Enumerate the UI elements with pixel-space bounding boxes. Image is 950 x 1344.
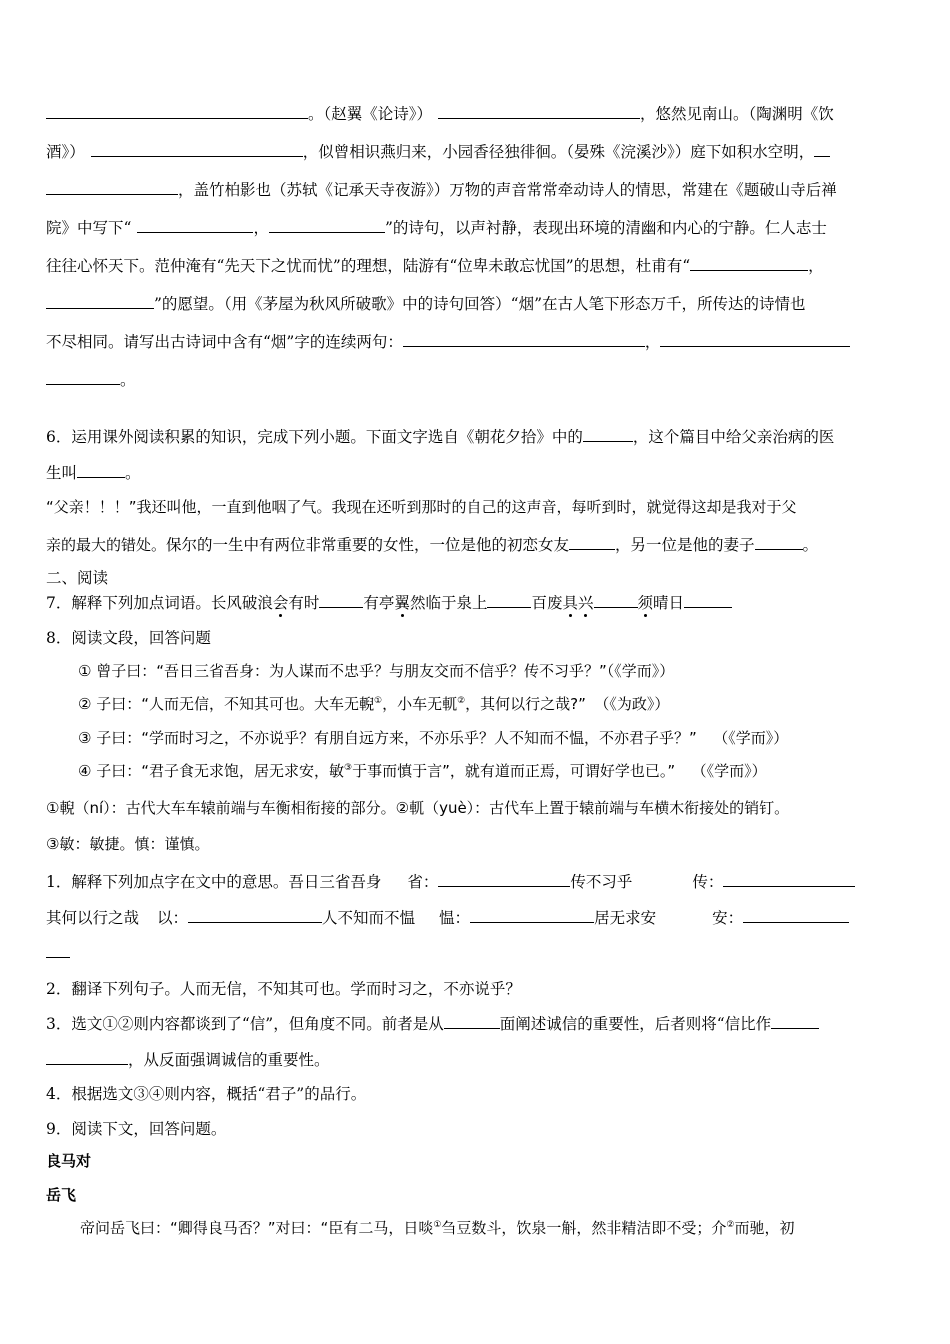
passage-author: 岳飞 — [46, 1186, 77, 1204]
q6-line-4: 亲的最大的错处。保尔的一生中有两位非常重要的女性，一位是他的初恋女友 ，另一位是他的妻子 。 — [46, 536, 819, 554]
q6-quote: “父亲！！！”我还叫他，一直到他咽了气。我现在还听到那时的自己的这声音，每听到时，就觉得这却是我对于父 — [46, 498, 797, 516]
q5-line-1: 。（赵翼《论诗》） ，悠然见南山。（陶渊明《饮 — [46, 102, 834, 124]
answer-blank[interactable] — [46, 180, 178, 195]
q6-line-1: 6．运用课外阅读积累的知识，完成下列小题。下面文字选自《朝花夕拾》中的 ，这个篇目中给父亲治病的医 — [46, 428, 835, 446]
answer-blank[interactable] — [723, 872, 855, 887]
answer-blank[interactable] — [46, 1050, 128, 1065]
answer-blank[interactable] — [814, 142, 830, 157]
q5-line-6: ”的愿望。（用《茅屋为秋风所破歌》中的诗句回答）“烟”在古人笔下形态万千，所传达的诗情也 — [46, 292, 806, 314]
dotted-word: 具 — [562, 594, 578, 612]
passage-heading: 良马对 — [46, 1152, 92, 1170]
answer-blank[interactable] — [690, 256, 808, 271]
q8-passage-4: ④ 子曰：“君子食无求饱，居无求安，敏③于事而慎于言”，就有道而正焉，可谓好学也已。” （《学而》） — [78, 762, 767, 780]
q8-part-3-line-1: 3．选文①②则内容都谈到了“信”，但角度不同。前者是从 面阐述诚信的重要性，后者则将“信比作 — [46, 1012, 819, 1034]
answer-blank[interactable] — [46, 943, 70, 958]
q5-line-3: ，盖竹柏影也（苏轼《记承天寺夜游》）万物的声音常常牵动诗人的情思，常建在《题破山寺后禅 — [46, 178, 837, 200]
q9-title: 9．阅读下文，回答问题。 — [46, 1120, 227, 1138]
answer-blank[interactable] — [755, 535, 803, 550]
section-heading: 二、阅读 — [46, 569, 109, 587]
answer-blank[interactable] — [269, 218, 385, 233]
dotted-word: 兴 — [577, 594, 594, 612]
answer-blank[interactable] — [771, 1014, 819, 1029]
q8-passage-3: ③ 子曰：“学而时习之，不亦说乎？有朋自远方来，不亦乐乎？人不知而不愠，不亦君子乎？” （《学而》） — [78, 729, 789, 747]
q8-part-4: 4．根据选文③④则内容，概括“君子”的品行。 — [46, 1085, 367, 1103]
answer-blank[interactable] — [487, 593, 531, 608]
dotted-word: 会 — [272, 594, 289, 612]
answer-blank[interactable] — [594, 593, 638, 608]
answer-blank[interactable] — [188, 908, 322, 923]
answer-blank[interactable] — [743, 908, 849, 923]
answer-blank[interactable] — [403, 332, 645, 347]
q8-note-2: ③敏：敏捷。慎：谨慎。 — [46, 835, 210, 853]
answer-blank[interactable] — [569, 535, 615, 550]
q8-part-3-line-2: ，从反面强调诚信的重要性。 — [46, 1048, 330, 1070]
answer-blank[interactable] — [583, 427, 633, 442]
answer-blank[interactable] — [438, 104, 640, 119]
q8-title: 8．阅读文段，回答问题 — [46, 629, 211, 647]
q8-passage-1: ① 曾子曰：“吾日三省吾身：为人谋而不忠乎？与朋友交而不信乎？传不习乎？”（《学而》） — [78, 662, 675, 680]
answer-blank[interactable] — [46, 104, 308, 119]
answer-blank[interactable] — [137, 218, 253, 233]
answer-blank[interactable] — [470, 908, 594, 923]
dotted-word: 须 — [637, 594, 654, 612]
dotted-word: 翼 — [394, 594, 410, 612]
q6-line-2: 生叫 。 — [46, 464, 141, 482]
answer-blank[interactable] — [438, 872, 570, 887]
answer-blank[interactable] — [91, 142, 303, 157]
answer-blank[interactable] — [46, 370, 120, 385]
q5-line-7: 不尽相同。请写出古诗词中含有“烟”字的连续两句： ， — [46, 330, 850, 352]
answer-blank[interactable] — [684, 593, 732, 608]
q8-part-1-line-1: 1．解释下列加点字在文中的意思。吾日三省吾身 省： 传不习乎 传： — [46, 870, 855, 892]
q5-line-8: 。 — [46, 368, 136, 390]
answer-blank[interactable] — [660, 332, 850, 347]
answer-blank[interactable] — [46, 294, 154, 309]
q8-note-1: ①輗（ní）：古代大车车辕前端与车衡相衔接的部分。②軏（yuè）：古代车上置于辕前端与车横木衔接处的销钉。 — [46, 799, 790, 817]
passage-text: 帝问岳飞曰：“卿得良马否？”对曰：“臣有二马，日啖①刍豆数斗，饮泉一斛，然非精洁即不受；介②而驰，初 — [80, 1219, 795, 1237]
q8-part-2: 2．翻译下列句子。人而无信，不知其可也。学而时习之，不亦说乎？ — [46, 980, 521, 998]
q8-passage-2: ② 子曰：“人而无信，不知其可也。大车无輗①，小车无軏②，其何以行之哉?” （《为政》） — [78, 695, 670, 713]
q5-line-2: 酒》） ，似曾相识燕归来，小园香径独徘徊。（晏殊《浣溪沙》）庭下如积水空明， — [46, 140, 830, 162]
answer-blank[interactable] — [77, 463, 125, 478]
q8-part-1-line-3 — [46, 943, 70, 962]
answer-blank[interactable] — [319, 593, 363, 608]
q5-line-5: 往往心怀天下。范仲淹有“先天下之忧而忧”的理想，陆游有“位卑未敢忘忧国”的思想，杜甫有“ ， — [46, 257, 824, 275]
answer-blank[interactable] — [444, 1014, 500, 1029]
q8-part-1-line-2: 其何以行之哉 以： 人不知而不愠 愠： 居无求安 安： — [46, 906, 849, 928]
q5-line-4: 院》中写下“ ， ”的诗句，以声衬静，表现出环境的清幽和内心的宁静。仁人志士 — [46, 219, 827, 237]
q7-line: 7．解释下列加点词语。长风破浪会有时 有亭翼然临于泉上 百废具兴 须晴日 — [46, 591, 732, 613]
